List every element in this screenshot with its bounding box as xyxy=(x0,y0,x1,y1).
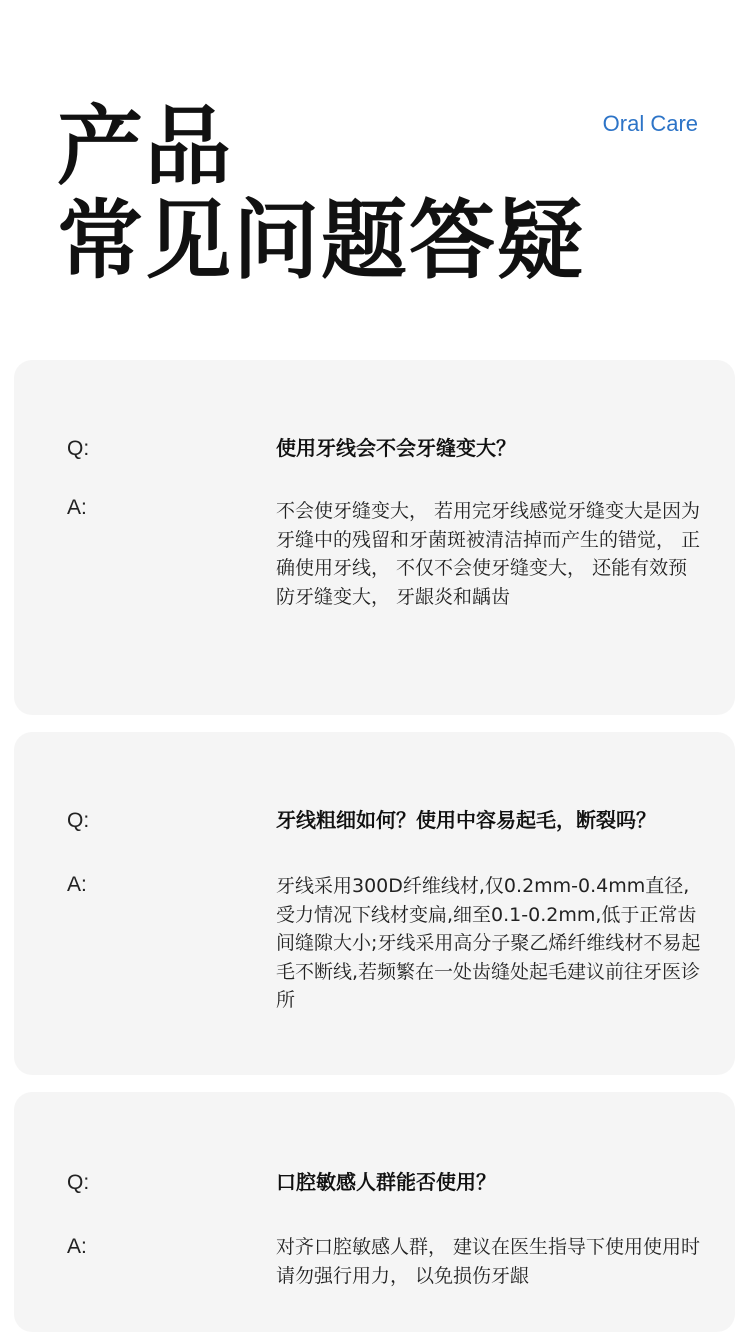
faq-card xyxy=(14,732,735,1075)
faq-card xyxy=(14,1092,735,1332)
answer-marker: A: xyxy=(67,496,87,519)
page-title-line-2: 常见问题答疑 xyxy=(57,191,585,291)
page-title xyxy=(57,97,585,291)
answer-text: 牙线采用300D纤维线材,仅0.2mm-0.4mm直径,受力情况下线材变扁,细至0.1-0.2mm,低于正常齿间缝隙大小;牙线采用高分子聚乙烯纤维线材不易起毛不断线,若频繁在一处齿缝处起毛建议前往牙医诊所 xyxy=(276,875,701,1011)
brand-label: Oral Care xyxy=(602,111,698,136)
answer-marker: A: xyxy=(67,873,87,896)
question-text: 口腔敏感人群能否使用？ xyxy=(276,1170,496,1194)
question-marker: Q: xyxy=(67,437,90,460)
answer-marker: A: xyxy=(67,1235,87,1258)
faq-card xyxy=(14,360,735,715)
question-marker: Q: xyxy=(67,1171,90,1194)
question-text: 牙线粗细如何？使用中容易起毛，断裂吗？ xyxy=(276,808,656,832)
answer-text: 不会使牙缝变大， 若用完牙线感觉牙缝变大是因为牙缝中的残留和牙菌斑被清洁掉而产生的错觉， 正确使用牙线， 不仅不会使牙缝变大， 还能有效预防牙缝变大， 牙龈炎和龋齿 xyxy=(276,500,701,608)
page-title-line-1: 产品 xyxy=(57,97,233,197)
question-marker: Q: xyxy=(67,809,90,832)
question-text: 使用牙线会不会牙缝变大？ xyxy=(276,436,516,460)
answer-text: 对齐口腔敏感人群， 建议在医生指导下使用使用时请勿强行用力， 以免损伤牙龈 xyxy=(276,1236,701,1287)
